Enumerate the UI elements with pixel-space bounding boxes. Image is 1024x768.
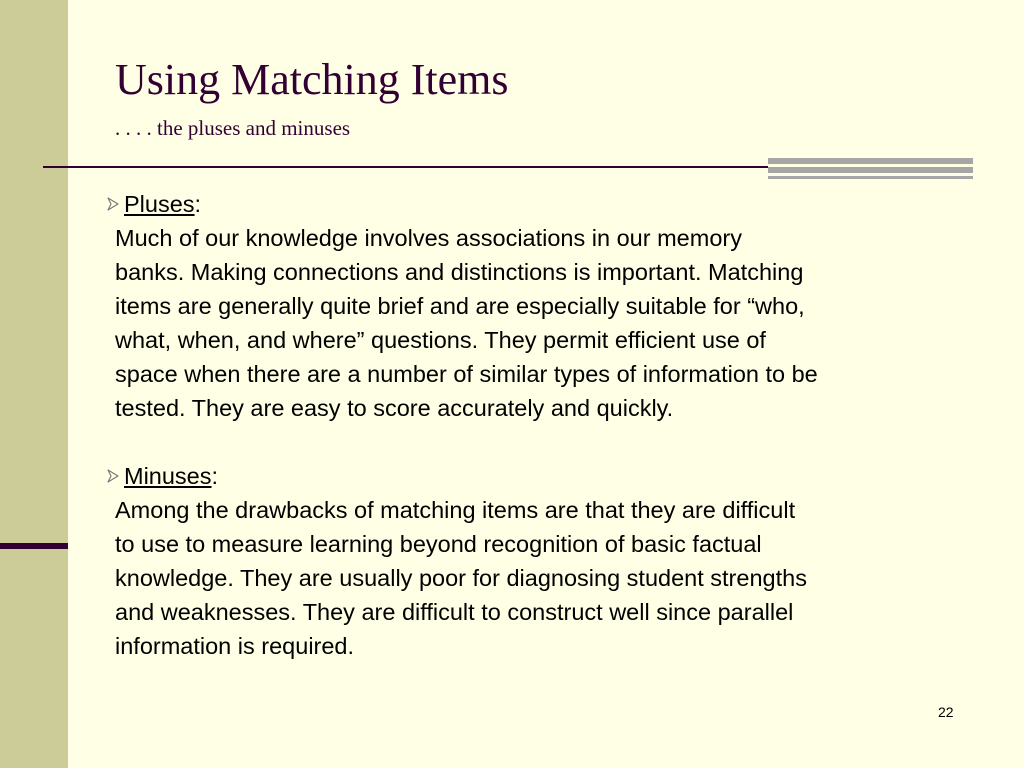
paragraph-line: banks. Making connections and distinctions is important. Matching (115, 259, 804, 285)
pluses-heading (106, 187, 966, 221)
paragraph-line: space when there are a number of similar types of information to be (115, 361, 818, 387)
minuses-heading-colon: : (211, 463, 219, 489)
minuses-paragraph (115, 493, 975, 663)
paragraph-line: items are generally quite brief and are especially suitable for “who, (115, 293, 805, 319)
pluses-paragraph (115, 221, 975, 425)
paragraph-line: Much of our knowledge involves associations in our memory (115, 225, 742, 251)
paragraph-line: tested. They are easy to score accurately and quickly. (115, 395, 674, 421)
slide-subtitle: . . . . the pluses and minuses (115, 116, 351, 140)
paragraph-line: knowledge. They are usually poor for diagnosing student strengths (115, 565, 807, 591)
side-bar (0, 0, 68, 768)
title-rule-block (768, 158, 973, 179)
paragraph-line: what, when, and where” questions. They permit efficient use of (115, 327, 766, 353)
paragraph-line: and weaknesses. They are difficult to construct well since parallel (115, 599, 794, 625)
page-number: 22 (938, 704, 954, 720)
paragraph-line: information is required. (115, 633, 355, 659)
slide-title: Using Matching Items (115, 55, 509, 104)
pluses-heading-label: Pluses (124, 191, 195, 217)
arrow-bullet-icon (106, 187, 124, 221)
paragraph-line: Among the drawbacks of matching items are that they are difficult (115, 497, 796, 523)
slide-content (115, 187, 975, 663)
paragraph-line: to use to measure learning beyond recognition of basic factual (115, 531, 762, 557)
arrow-bullet-icon (106, 459, 124, 493)
minuses-heading (106, 459, 966, 493)
side-bar-accent (0, 543, 68, 549)
pluses-heading-colon: : (194, 191, 202, 217)
section-gap (115, 425, 975, 459)
minuses-heading-label: Minuses (124, 463, 212, 489)
title-rule (43, 166, 770, 168)
